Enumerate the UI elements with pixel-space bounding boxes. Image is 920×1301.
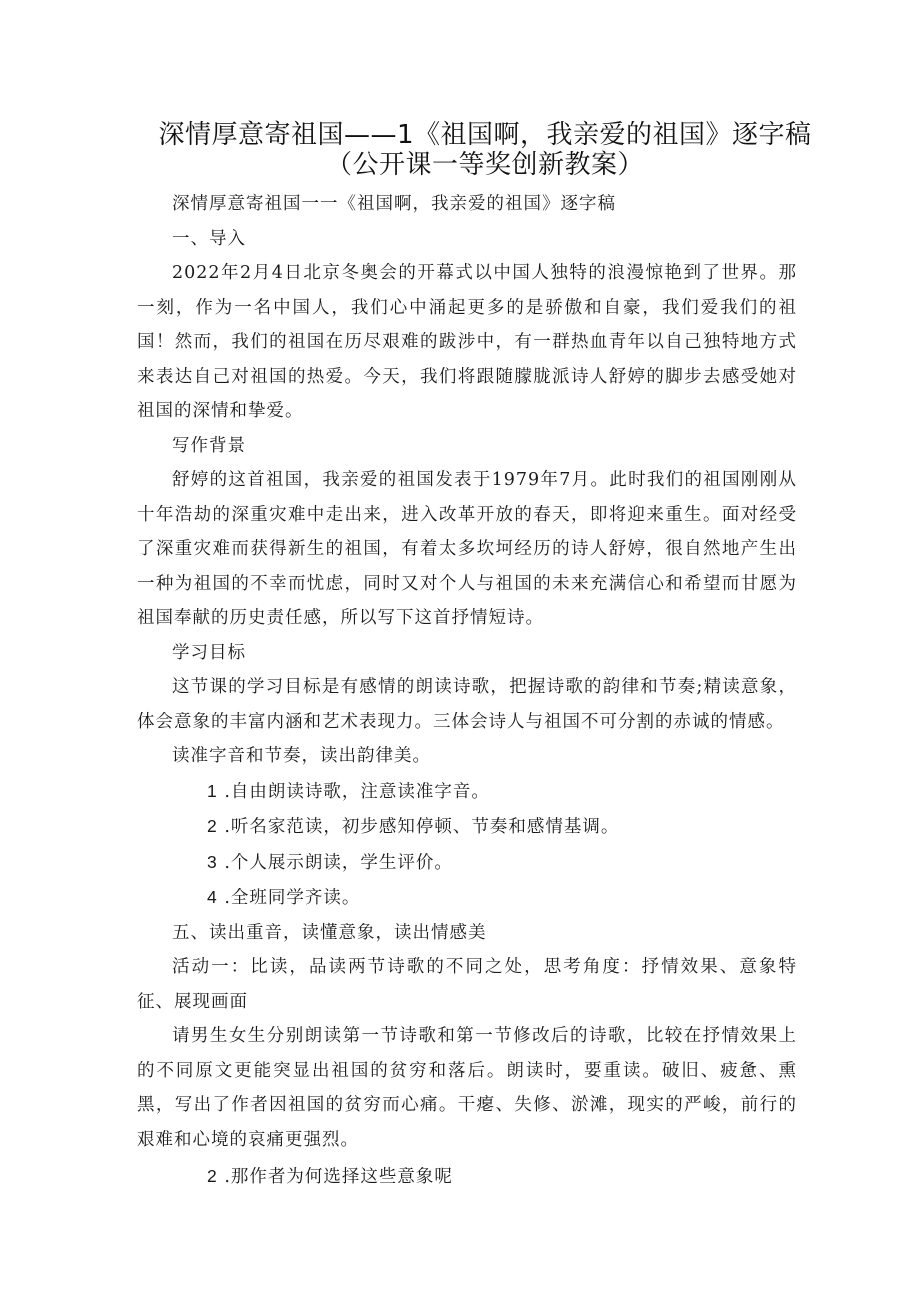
list-item-number: 1: [207, 780, 218, 801]
paragraph-activity: 活动一：比读，品读两节诗歌的不同之处，思考角度：抒情效果、意象特征、展现画面: [137, 957, 797, 1012]
paragraph-goals: 这节课的学习目标是有感情的朗读诗歌，把握诗歌的韵律和节奏;精读意象，体会意象的丰富内涵和艺术表现力。三体会诗人与祖国不可分割的赤诚的情感。: [137, 677, 797, 732]
list-item-text: .全班同学齐读。: [224, 888, 361, 908]
list-item-number: 2: [207, 1166, 218, 1186]
section-heading-intro: 一、导入: [172, 228, 246, 249]
list-item: [137, 774, 797, 810]
section-heading-goals: 学习目标: [172, 642, 246, 663]
paragraph-compare: 请男生女生分别朗读第一节诗歌和第一节修改后的诗歌，比较在抒情效果上的不同原文更能突显出祖国的贫穷和落后。朗读时，要重读。破旧、疲惫、熏黑，写出了作者因祖国的贫穷而心痛。干瘪、失修、淤滩，现实的严峻，前行的艰难和心境的哀痛更强烈。: [137, 1026, 797, 1150]
section-heading-background: 写作背景: [172, 435, 246, 456]
paragraph-background: 舒婷的这首祖国，我亲爱的祖国发表于1979年7月。此时我们的祖国刚刚从十年浩劫的深重灾难中走出来，进入改革开放的春天，即将迎来重生。面对经受了深重灾难而获得新生的祖国，有着太多坎坷经历的诗人舒婷，很自然地产生出一种为祖国的不幸而忧虑，同时又对个人与祖国的未来充满信心和希望而甘愿为祖国奉献的历史责任感，所以写下这首抒情短诗。: [137, 470, 797, 628]
document-body: [137, 187, 797, 1195]
list-item-text: .自由朗读诗歌，注意读准字音。: [224, 781, 490, 802]
paragraph-intro: 2022年2月4日北京冬奥会的开幕式以中国人独特的浪漫惊艳到了世界。那一刻，作为一名中国人，我们心中涌起更多的是骄傲和自豪，我们爱我们的祖国！然而，我们的祖国在历尽艰难的跋涉中，有一群热血青年以自己独特地方式来表达自己对祖国的热爱。今天，我们将跟随朦胧派诗人舒婷的脚步去感受她对祖国的深情和挚爱。: [137, 263, 797, 421]
document-title-line2: （公开课一等奖创新教案）: [325, 150, 644, 180]
document-subtitle: 深情厚意寄祖国一一《祖国啊，我亲爱的祖国》逐字稿: [172, 194, 616, 214]
list-item: [137, 1159, 797, 1195]
paragraph-read: 读准字音和节奏，读出韵律美。: [172, 746, 431, 766]
list-item-number: 3: [207, 851, 218, 872]
list-item-number: 4: [207, 887, 218, 907]
list-item-text: .个人展示朗读，学生评价。: [224, 852, 453, 873]
list-item-text: .那作者为何选择这些意象呢: [224, 1167, 453, 1187]
list-item-number: 2: [207, 816, 218, 836]
section-heading-five: 五、读出重音，读懂意象，读出情感美: [172, 922, 487, 943]
list-item: [137, 845, 797, 881]
document-title-line1: 深情厚意寄祖国——1《祖国啊，我亲爱的祖国》逐字稿: [158, 120, 812, 150]
list-item: [137, 880, 797, 916]
list-item-text: .听名家范读，初步感知停顿、节奏和感情基调。: [224, 817, 620, 837]
list-item: [137, 809, 797, 845]
